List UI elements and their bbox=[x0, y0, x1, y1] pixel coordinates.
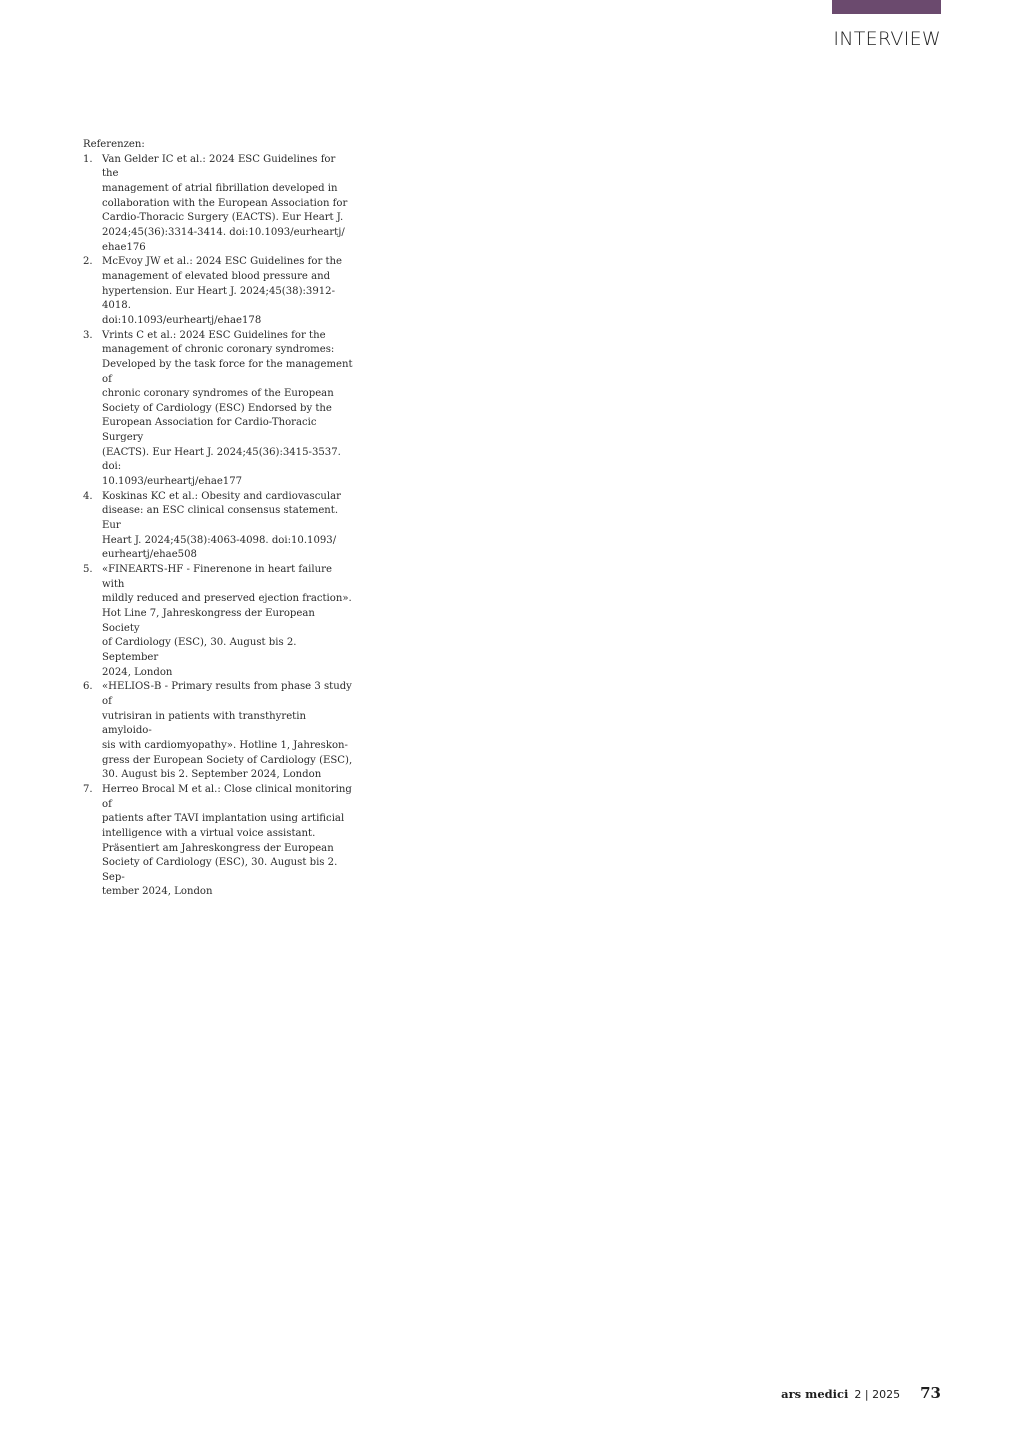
reference-text bbox=[102, 563, 355, 680]
reference-line: disease: an ESC clinical consensus statement. Eur bbox=[102, 505, 339, 532]
reference-line: collaboration with the European Association for bbox=[102, 197, 348, 209]
reference-line: vutrisiran in patients with transthyretin amyloido- bbox=[102, 710, 306, 737]
section-color-tab bbox=[832, 0, 941, 14]
reference-line: Hot Line 7, Jahreskongress der European Society bbox=[102, 608, 315, 634]
reference-line: ehae176 bbox=[102, 241, 146, 253]
references-heading: Referenzen: bbox=[83, 139, 145, 150]
reference-number: 7. bbox=[83, 783, 93, 795]
reference-line: Developed by the task force for the management of bbox=[102, 358, 353, 385]
reference-line: of Cardiology (ESC), 30. August bis 2. September bbox=[102, 637, 297, 663]
reference-text bbox=[102, 490, 355, 563]
reference-item bbox=[83, 490, 355, 563]
section-label: INTERVIEW bbox=[833, 28, 941, 50]
reference-line: Präsentiert am Jahreskongress der European bbox=[102, 842, 334, 854]
reference-line: Heart J. 2024;45(38):4063-4098. doi:10.1093/ bbox=[102, 534, 337, 546]
reference-number: 5. bbox=[83, 564, 93, 576]
reference-number: 3. bbox=[83, 329, 93, 341]
reference-line: 30. August bis 2. September 2024, London bbox=[102, 769, 322, 781]
reference-line: chronic coronary syndromes of the European bbox=[102, 388, 334, 400]
reference-line: management of elevated blood pressure and bbox=[102, 270, 331, 282]
reference-line: Vrints C et al.: 2024 ESC Guidelines for the bbox=[102, 329, 326, 341]
reference-line: patients after TAVI implantation using artificial bbox=[102, 813, 345, 825]
reference-item bbox=[83, 153, 355, 256]
reference-number: 4. bbox=[83, 490, 93, 502]
reference-number: 1. bbox=[83, 153, 93, 165]
reference-text bbox=[102, 153, 355, 256]
reference-line: hypertension. Eur Heart J. 2024;45(38):3912-4018. bbox=[102, 285, 336, 312]
reference-item bbox=[83, 680, 355, 783]
reference-text bbox=[102, 255, 355, 328]
page-number: 73 bbox=[920, 1384, 941, 1402]
reference-item bbox=[83, 783, 355, 900]
reference-line: «FINEARTS-HF - Finerenone in heart failure with bbox=[102, 564, 332, 590]
references-block bbox=[83, 138, 355, 900]
reference-line: 10.1093/eurheartj/ehae177 bbox=[102, 476, 243, 488]
reference-line: European Association for Cardio-Thoracic Surgery bbox=[102, 417, 317, 444]
journal-name: ars medici bbox=[781, 1387, 849, 1401]
reference-line: 2024, London bbox=[102, 666, 173, 678]
reference-number: 6. bbox=[83, 681, 93, 693]
reference-line: Cardio-Thoracic Surgery (EACTS). Eur Heart J. bbox=[102, 212, 344, 224]
issue-number: 2 | 2025 bbox=[854, 1388, 901, 1401]
reference-line: Koskinas KC et al.: Obesity and cardiovascular bbox=[102, 490, 341, 502]
reference-item bbox=[83, 329, 355, 490]
reference-text bbox=[102, 680, 355, 783]
reference-line: 2024;45(36):3314-3414. doi:10.1093/eurheartj/ bbox=[102, 226, 345, 238]
reference-line: eurheartj/ehae508 bbox=[102, 549, 197, 561]
reference-line: Herreo Brocal M et al.: Close clinical monitoring of bbox=[102, 783, 352, 810]
reference-line: Society of Cardiology (ESC) Endorsed by the bbox=[102, 402, 332, 414]
reference-text bbox=[102, 329, 355, 490]
reference-text bbox=[102, 783, 355, 900]
reference-item bbox=[83, 563, 355, 680]
page-footer bbox=[781, 1384, 941, 1402]
reference-line: «HELIOS-B - Primary results from phase 3 study of bbox=[102, 681, 352, 707]
reference-line: sis with cardiomyopathy». Hotline 1, Jahreskon- bbox=[102, 739, 348, 751]
reference-line: gress der European Society of Cardiology (ESC), bbox=[102, 754, 353, 766]
reference-line: mildly reduced and preserved ejection fraction». bbox=[102, 593, 352, 605]
reference-line: intelligence with a virtual voice assistant. bbox=[102, 827, 316, 839]
reference-line: doi:10.1093/eurheartj/ehae178 bbox=[102, 314, 262, 326]
reference-line: tember 2024, London bbox=[102, 886, 213, 898]
reference-line: Van Gelder IC et al.: 2024 ESC Guidelines for the bbox=[102, 153, 336, 180]
reference-number: 2. bbox=[83, 256, 93, 268]
reference-line: management of chronic coronary syndromes: bbox=[102, 344, 335, 356]
reference-line: (EACTS). Eur Heart J. 2024;45(36):3415-3537. doi: bbox=[102, 446, 341, 473]
reference-line: management of atrial fibrillation developed in bbox=[102, 182, 338, 194]
reference-item bbox=[83, 255, 355, 328]
references-list bbox=[83, 153, 355, 900]
reference-line: Society of Cardiology (ESC), 30. August bis 2. Sep- bbox=[102, 857, 338, 883]
reference-line: McEvoy JW et al.: 2024 ESC Guidelines for the bbox=[102, 256, 343, 268]
